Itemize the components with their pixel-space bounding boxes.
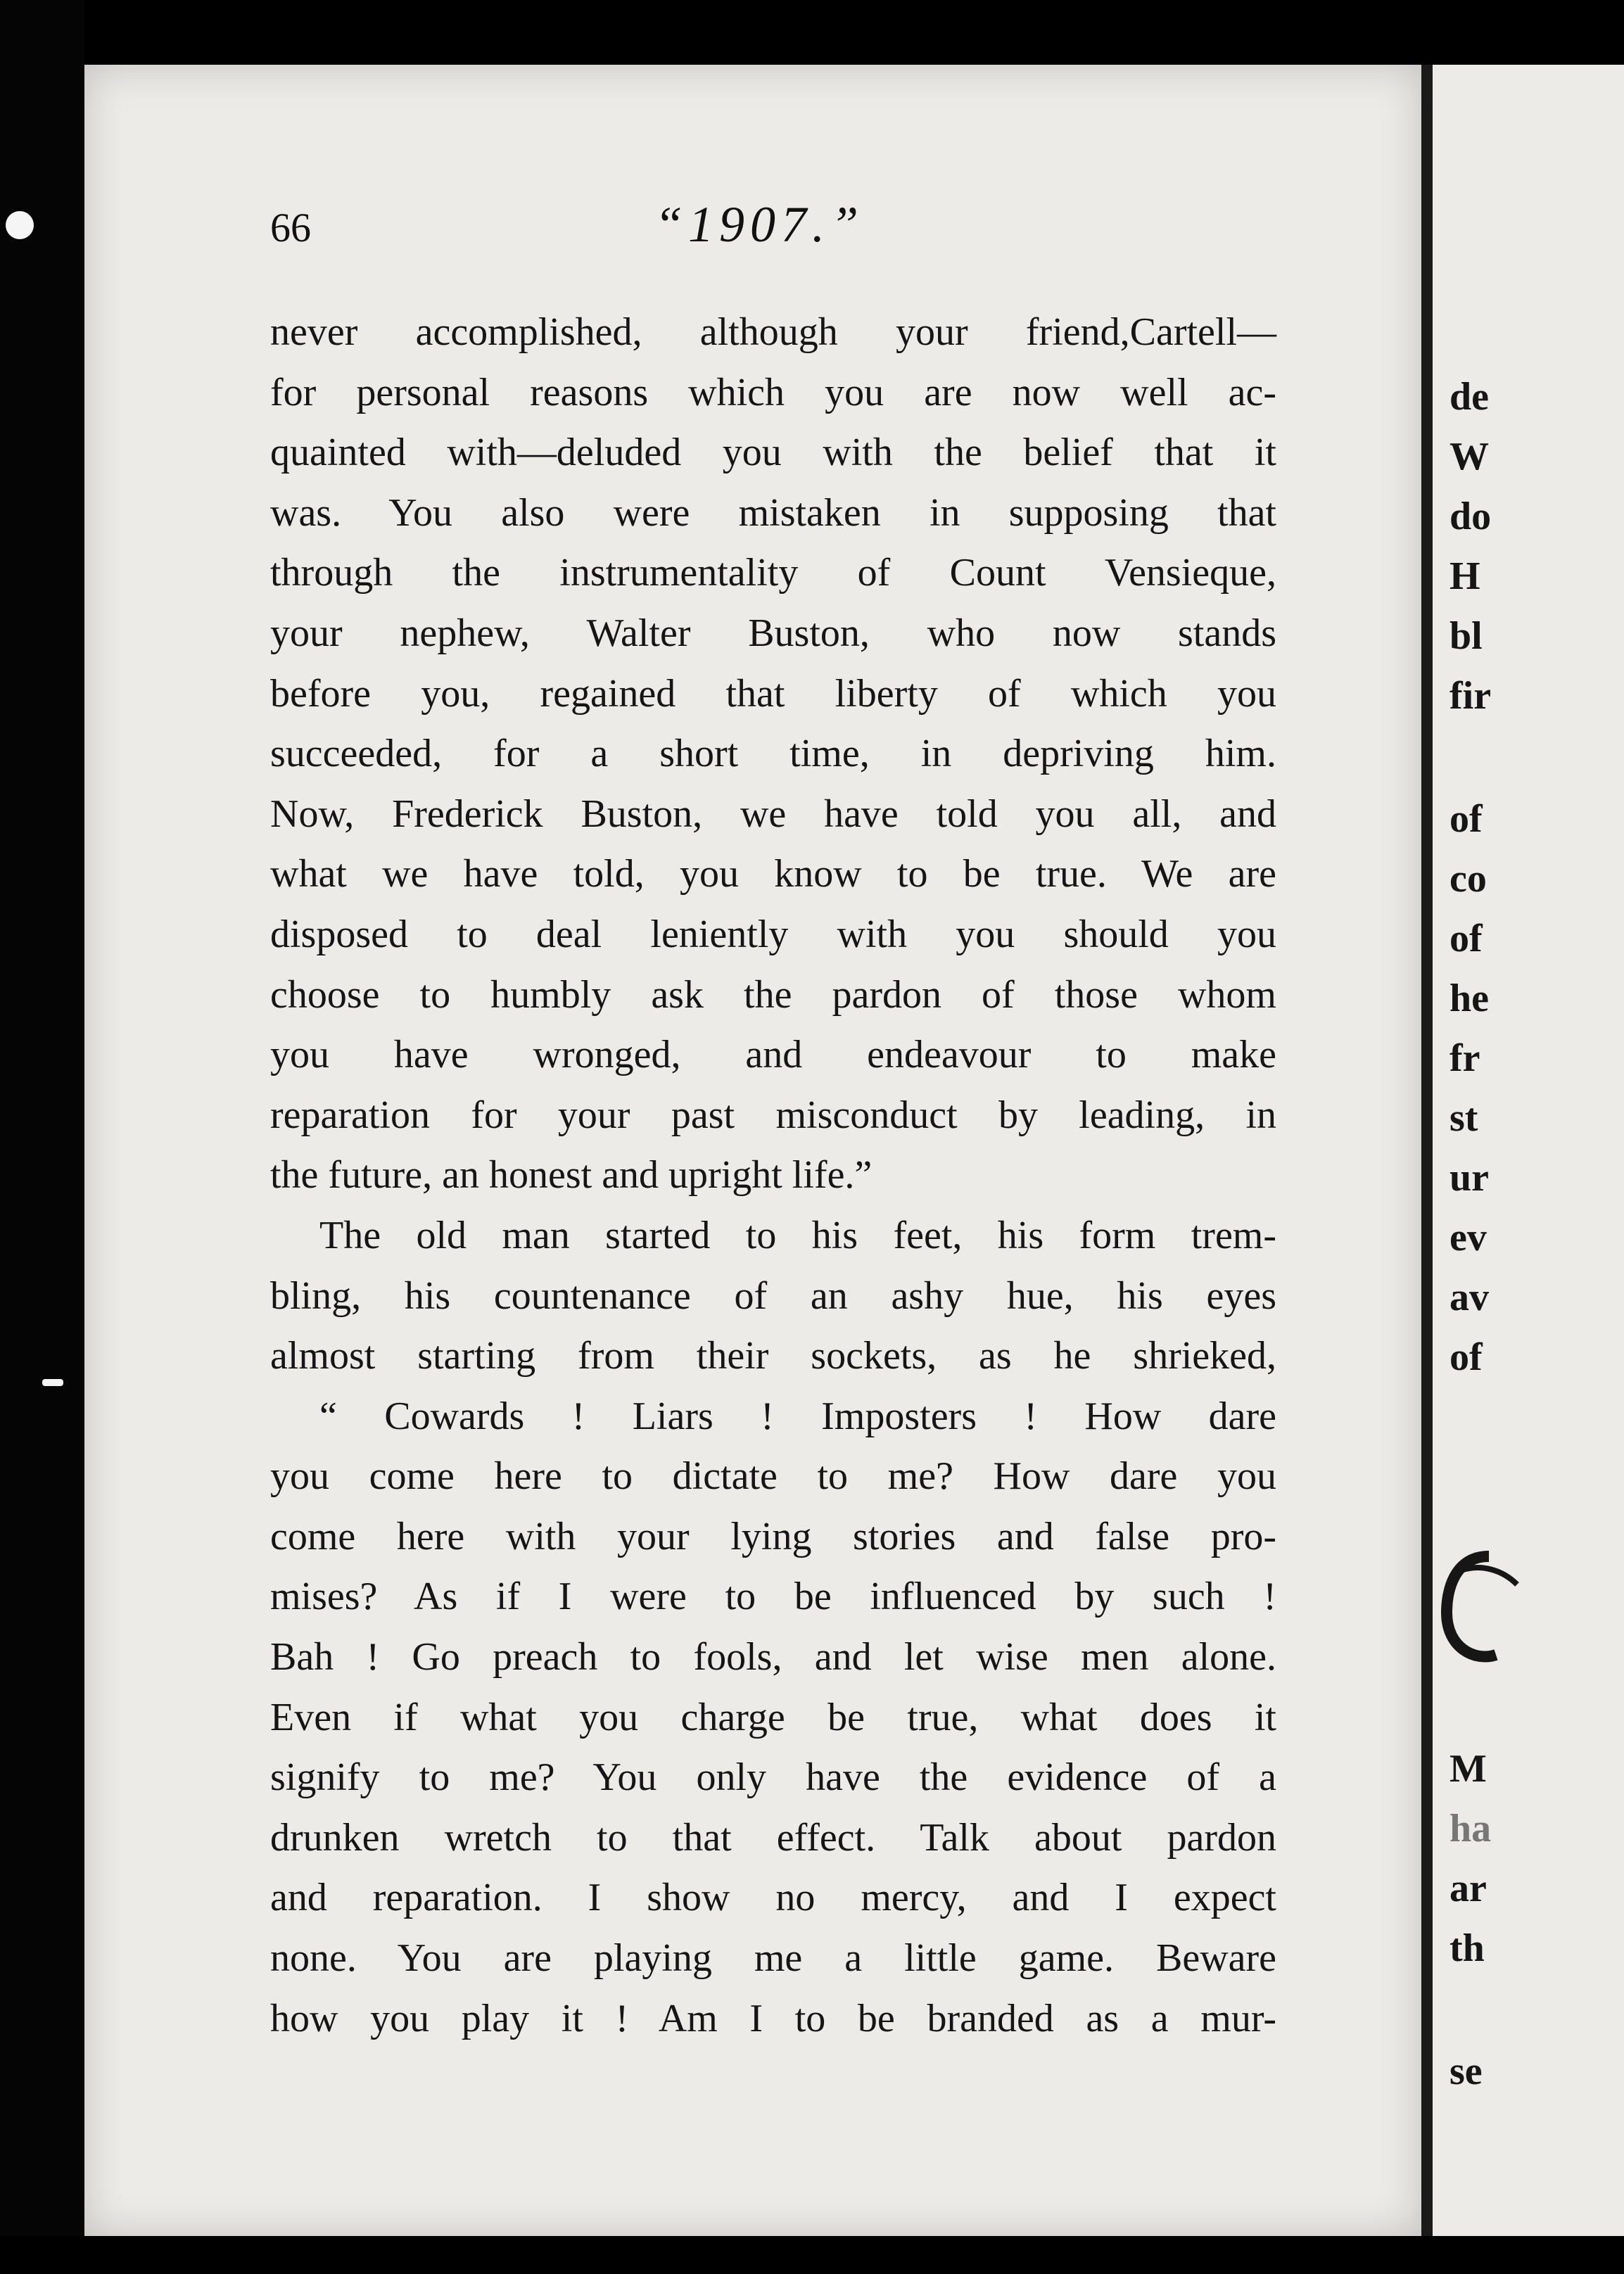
text-line: Now, Frederick Buston, we have told you all, and [270,792,1276,836]
text-line: “ Cowards ! Liars ! Imposters ! How dare [319,1394,1276,1438]
cropped-text-fragment: of [1449,1335,1483,1379]
text-line: for personal reasons which you are now well ac- [270,370,1276,414]
cropped-text-fragment: of [1449,917,1483,960]
text-line: come here with your lying stories and false pro- [270,1514,1276,1558]
page-number: 66 [270,205,311,250]
cropped-text-fragment: se [1449,2050,1483,2093]
text-line: and reparation. I show no mercy, and I expect [270,1876,1276,1920]
running-title: “1907.” [654,196,865,253]
text-line: the future, an honest and upright life.” [270,1153,873,1198]
cropped-text-fragment: ev [1449,1216,1487,1259]
cropped-text-fragment: fr [1449,1036,1480,1080]
text-line: The old man started to his feet, his form trem- [319,1213,1276,1257]
cropped-text-fragment: do [1449,495,1492,538]
cropped-text-fragment: av [1449,1276,1489,1319]
scan-bottom-border [0,2236,1624,2274]
text-line: you have wronged, and endeavour to make [270,1033,1276,1077]
text-line: succeeded, for a short time, in depriving him. [270,732,1276,776]
scan-left-border [0,0,84,2274]
text-line: signify to me? You only have the evidence of a [270,1755,1276,1800]
scan-speck [6,211,34,239]
cropped-text-fragment: fir [1449,674,1492,718]
cropped-text-fragment: ur [1449,1156,1489,1200]
text-line: your nephew, Walter Buston, who now stands [270,611,1276,655]
cropped-text-fragment: th [1449,1926,1485,1970]
cropped-text-fragment: he [1449,977,1489,1020]
cropped-text-fragment: bl [1449,614,1483,658]
cropped-text-fragment: de [1449,375,1489,419]
cropped-text-fragment: H [1449,554,1480,598]
scan-speck [42,1379,63,1386]
text-line: you come here to dictate to me? How dare you [270,1454,1276,1499]
body-text [270,303,1276,2049]
text-line: never accomplished, although your friend,Cartell— [270,310,1276,354]
cropped-text-fragment: W [1449,435,1489,478]
page-gutter [1421,65,1433,2236]
text-line: was. You also were mistaken in supposing that [270,490,1276,535]
text-line: how you play it ! Am I to be branded as a mur- [270,1996,1276,2040]
scan-top-border [0,0,1624,65]
text-line: bling, his countenance of an ashy hue, his eyes [270,1273,1276,1318]
text-line: quainted with—deluded you with the belief that it [270,431,1276,475]
text-line: what we have told, you know to be true. We are [270,852,1276,896]
text-line: Even if what you charge be true, what does it [270,1695,1276,1739]
ornamental-initial-fragment [1440,1542,1524,1669]
text-line: drunken wretch to that effect. Talk about pardon [270,1815,1276,1860]
text-line: almost starting from their sockets, as he shrieked, [270,1334,1276,1378]
next-page-edge [1433,65,1624,2236]
text-line: before you, regained that liberty of which you [270,671,1276,716]
text-line: choose to humbly ask the pardon of those whom [270,972,1276,1017]
text-line: reparation for your past misconduct by leading, in [270,1093,1276,1137]
text-line: none. You are playing me a little game. Beware [270,1936,1276,1981]
text-line: Bah ! Go preach to fools, and let wise men alone. [270,1635,1276,1679]
text-line: through the instrumentality of Count Vensieque, [270,551,1276,595]
cropped-text-fragment: st [1449,1096,1478,1140]
cropped-text-fragment: ar [1449,1867,1487,1910]
cropped-text-fragment: co [1449,857,1487,901]
cropped-text-fragment: M [1449,1747,1487,1791]
cropped-text-fragment: ha [1449,1807,1492,1850]
text-line: mises? As if I were to be influenced by such ! [270,1575,1276,1619]
text-line: disposed to deal leniently with you should you [270,912,1276,956]
cropped-text-fragment: of [1449,797,1483,841]
